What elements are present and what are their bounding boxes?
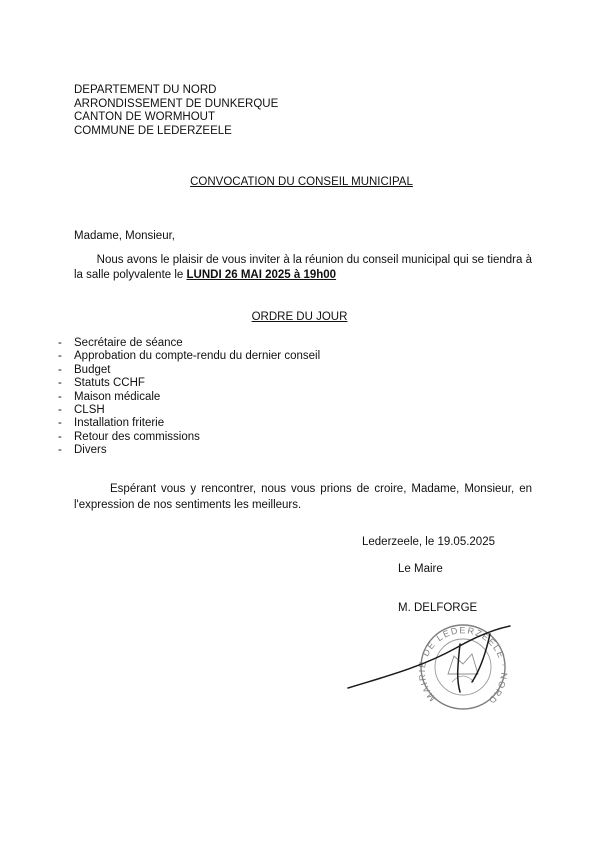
agenda-item-text: CLSH	[74, 404, 105, 417]
agenda-item-text: Retour des commissions	[74, 430, 200, 443]
mayor-stamp-and-signature	[340, 612, 520, 712]
signatory-role: Le Maire	[398, 563, 443, 575]
svg-text:MAIRIE DE LEDERZEELE · NORD	[417, 625, 509, 706]
letterhead-line: DEPARTEMENT DU NORD	[74, 84, 217, 96]
agenda-item	[58, 431, 320, 444]
agenda-item	[58, 377, 320, 390]
agenda-item	[58, 391, 320, 404]
agenda-item	[58, 350, 320, 363]
salutation: Madame, Monsieur,	[74, 230, 175, 242]
closing-line-1: Espérant vous y rencontrer, nous vous prions de croire, Madame, Monsieur, en	[110, 483, 532, 495]
bullet-dash: -	[58, 404, 62, 417]
letterhead-line: COMMUNE DE LEDERZEELE	[74, 124, 232, 137]
letterhead-line: CANTON DE WORMHOUT	[74, 111, 215, 123]
agenda-item-text: Maison médicale	[74, 390, 161, 403]
bullet-dash: -	[58, 430, 62, 443]
agenda-item	[58, 364, 320, 377]
bullet-dash: -	[58, 350, 62, 363]
bullet-dash: -	[58, 417, 62, 430]
official-seal	[417, 625, 509, 709]
meeting-date: LUNDI 26 MAI 2025 à 19h00	[186, 269, 337, 281]
signatory-name: M. DELFORGE	[398, 602, 478, 614]
agenda-item-text: Statuts CCHF	[74, 377, 145, 390]
agenda-item-text: Installation friterie	[74, 417, 165, 430]
bullet-dash: -	[58, 363, 62, 376]
agenda-item-text: Budget	[74, 363, 111, 376]
agenda-list	[58, 337, 320, 458]
stamp-text: MAIRIE DE LEDERZEELE · NORD	[416, 625, 510, 707]
invitation-line-1: Nous avons le plaisir de vous inviter à la réunion du conseil municipal qui se tiendra à	[96, 254, 532, 266]
agenda-item	[58, 444, 320, 457]
agenda-item-text: Approbation du compte-rendu du dernier conseil	[74, 350, 321, 363]
agenda-item	[58, 417, 320, 430]
agenda-item-text: Secrétaire de séance	[74, 337, 183, 349]
letterhead	[74, 84, 278, 138]
agenda-item	[58, 404, 320, 417]
agenda-item-text: Divers	[74, 444, 107, 457]
bullet-dash: -	[58, 377, 62, 390]
letterhead-line: ARRONDISSEMENT DE DUNKERQUE	[74, 97, 279, 110]
invitation-paragraph	[74, 253, 532, 283]
agenda-item	[58, 337, 320, 350]
closing-paragraph	[74, 482, 532, 513]
bullet-dash: -	[58, 390, 62, 403]
invitation-line-2	[74, 268, 532, 283]
document-title: CONVOCATION DU CONSEIL MUNICIPAL	[190, 176, 413, 188]
invitation-location: la salle polyvalente le	[74, 269, 187, 281]
closing-line-2: l'expression de nos sentiments les meilleurs.	[74, 498, 302, 511]
bullet-dash: -	[58, 444, 62, 457]
agenda-heading: ORDRE DU JOUR	[251, 311, 348, 323]
place-and-date: Lederzeele, le 19.05.2025	[362, 536, 495, 548]
bullet-dash: -	[58, 337, 62, 349]
